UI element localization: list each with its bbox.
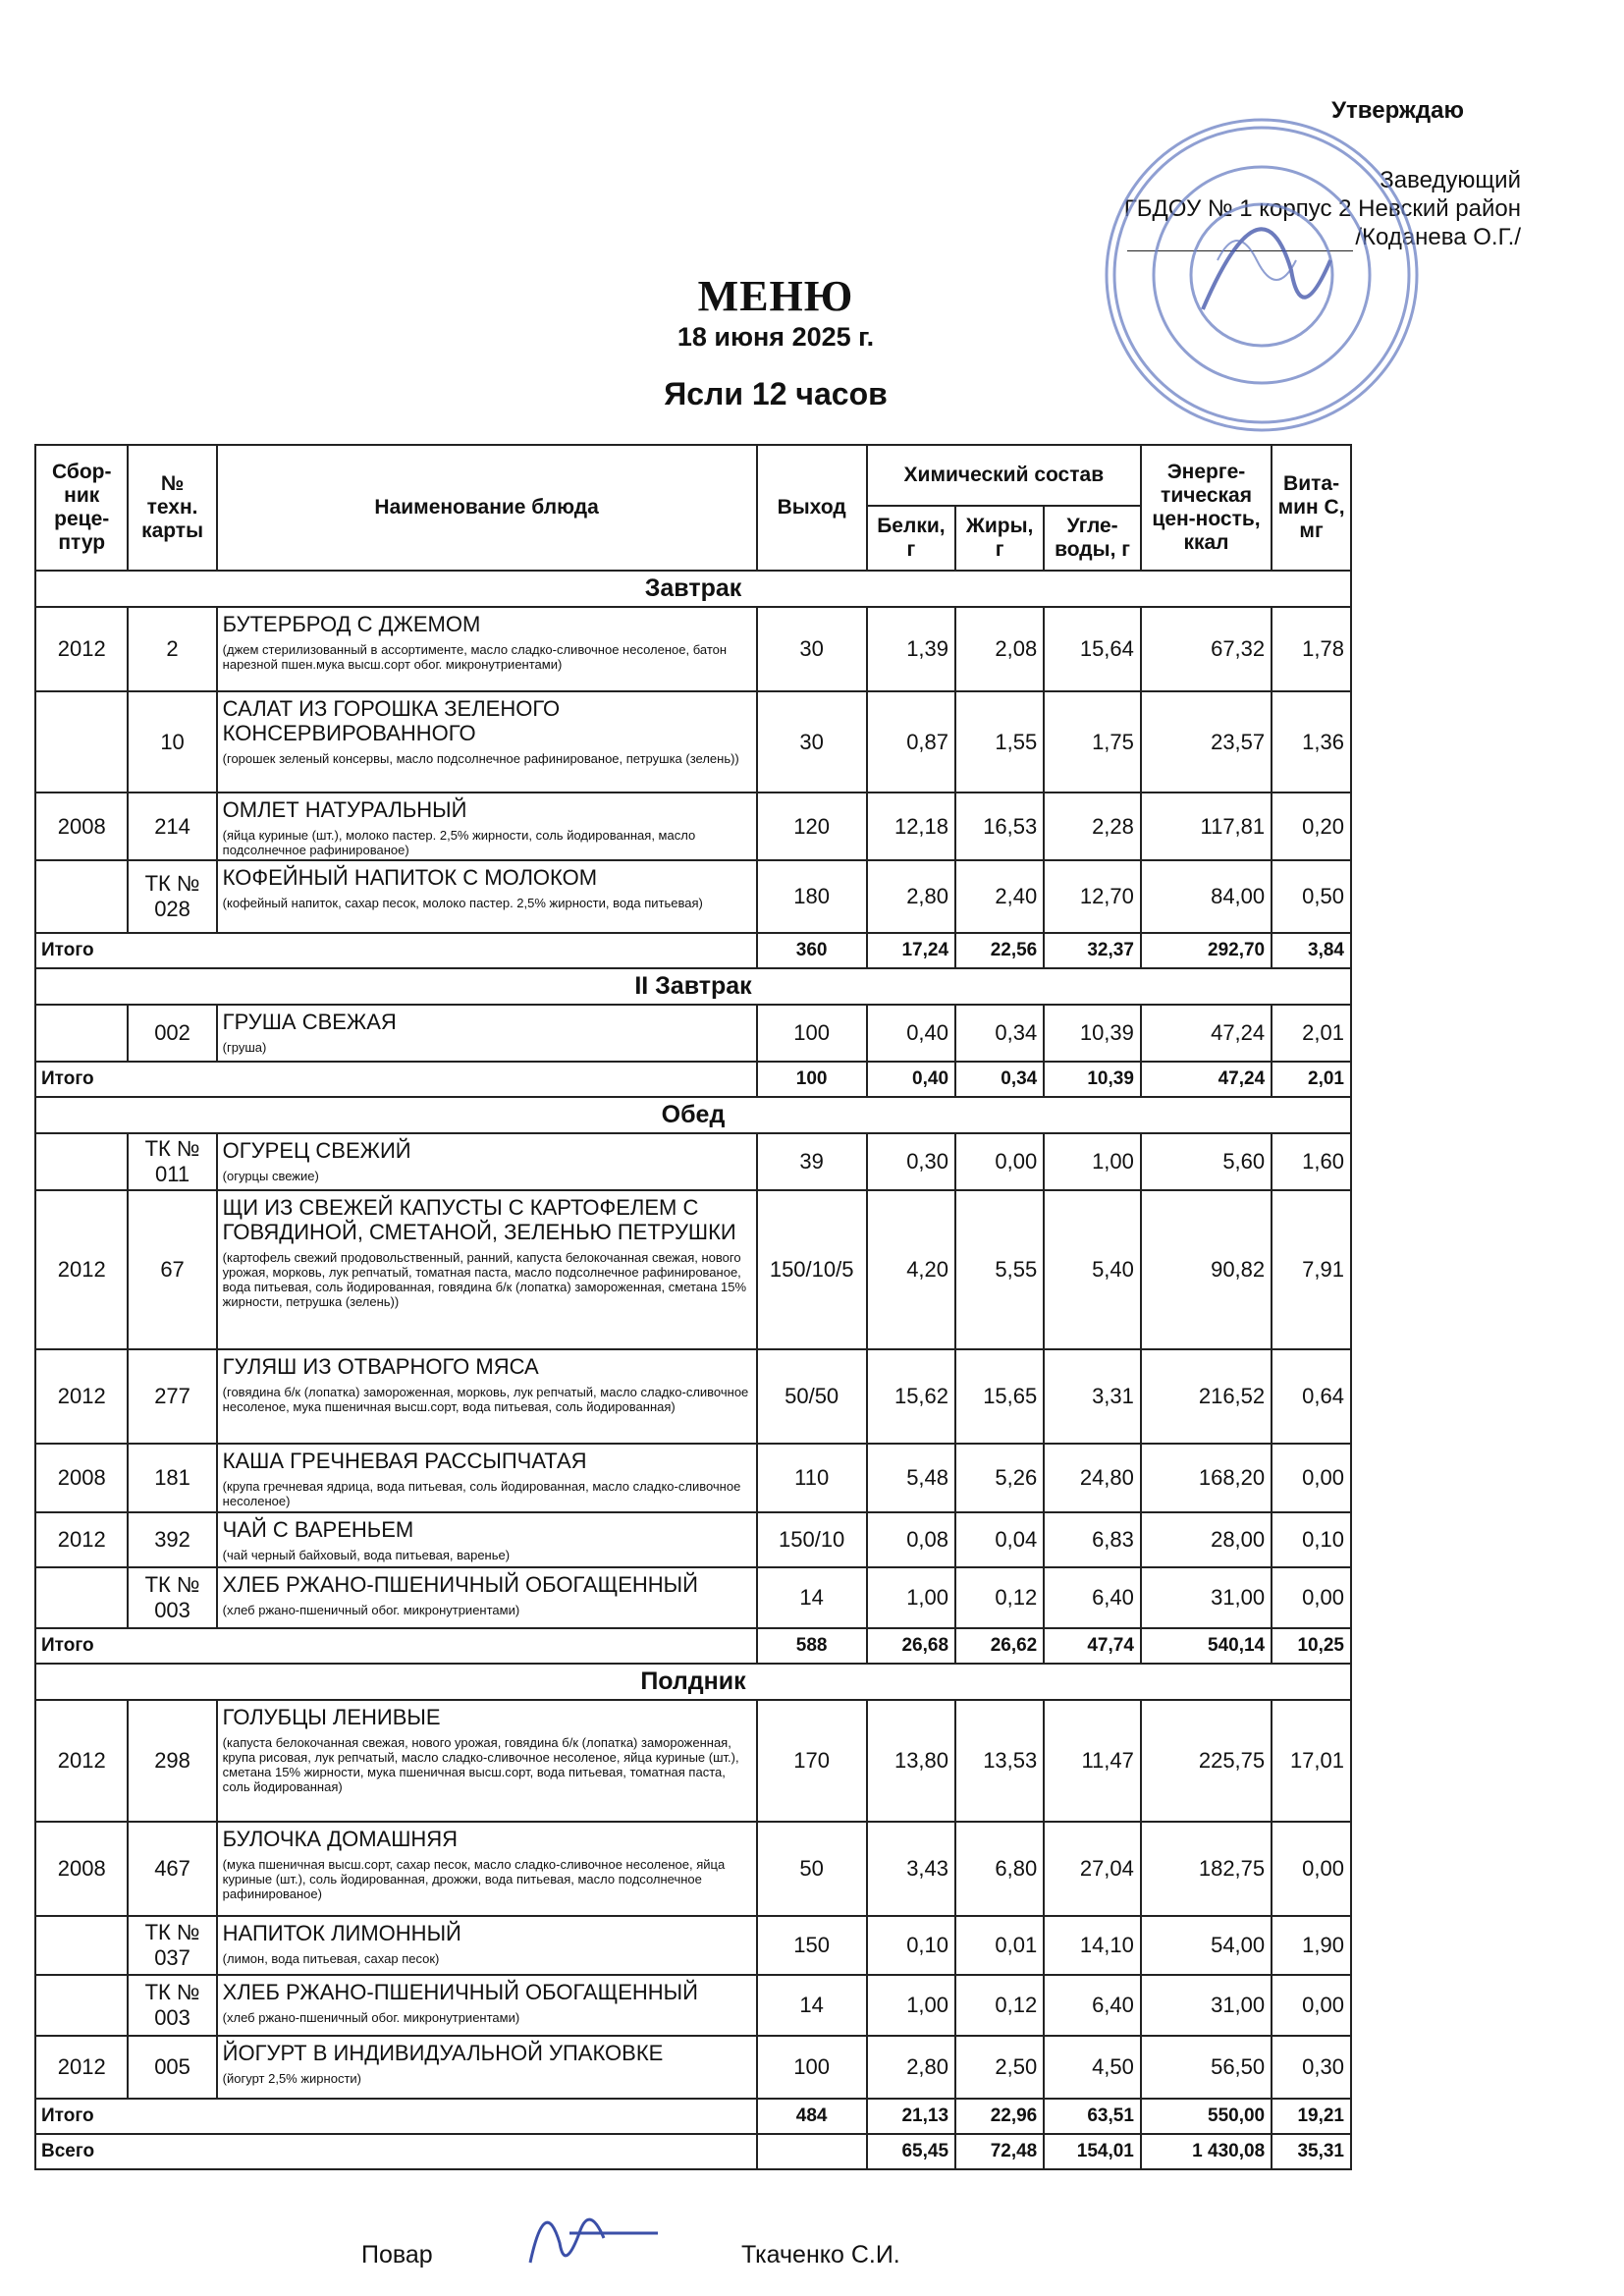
value-cell-p: 3,43 [867, 1822, 955, 1916]
total-cell-f: 22,96 [955, 2099, 1044, 2134]
total-cell-e: 47,24 [1141, 1062, 1272, 1097]
total-label: Итого [35, 1628, 757, 1664]
dish-name: НАПИТОК ЛИМОННЫЙ [222, 1921, 461, 1945]
section-title: Полдник [35, 1664, 1351, 1700]
approval-organization: ГБДОУ № 1 корпус 2 Невский район [1123, 195, 1521, 222]
tech-card-cell: ТК № 028 [128, 860, 216, 933]
value-cell-f: 6,80 [955, 1822, 1044, 1916]
recipe-book-cell: 2008 [35, 793, 128, 860]
cook-signature [511, 2194, 668, 2282]
value-cell-f: 0,00 [955, 1133, 1044, 1190]
value-cell-e: 216,52 [1141, 1349, 1272, 1444]
value-cell-e: 67,32 [1141, 607, 1272, 691]
total-label: Итого [35, 1062, 757, 1097]
value-cell-c: 6,83 [1044, 1512, 1141, 1567]
recipe-book-cell: 2012 [35, 2036, 128, 2099]
tech-card-cell: 002 [128, 1005, 216, 1062]
dish-composition: (капуста белокочанная свежая, нового урожая, говядина б/к (лопатка) замороженная, крупа рисовая, лук репчатый, масло сладко-сливочное несоленое, яйца куриные (шт.), сметана 15% жирности, мука пшеничная высш.сорт, вода питьевая, томатная паста, соль йодированная) [222, 1735, 739, 1794]
value-cell-f: 5,26 [955, 1444, 1044, 1512]
value-cell-v: 0,10 [1272, 1512, 1351, 1567]
dish-name-cell [217, 793, 757, 860]
value-cell-out: 39 [757, 1133, 867, 1190]
value-cell-e: 28,00 [1141, 1512, 1272, 1567]
value-cell-v: 0,00 [1272, 1975, 1351, 2036]
value-cell-out: 180 [757, 860, 867, 933]
total-cell-v: 10,25 [1272, 1628, 1351, 1664]
recipe-book-cell [35, 1005, 128, 1062]
dish-row [35, 1567, 1351, 1628]
value-cell-e: 23,57 [1141, 691, 1272, 793]
tech-card-cell: 67 [128, 1190, 216, 1349]
value-cell-p: 0,30 [867, 1133, 955, 1190]
value-cell-c: 11,47 [1044, 1700, 1141, 1822]
dish-composition: (лимон, вода питьевая, сахар песок) [222, 1951, 440, 1966]
recipe-book-cell: 2008 [35, 1444, 128, 1512]
value-cell-out: 170 [757, 1700, 867, 1822]
value-cell-f: 2,40 [955, 860, 1044, 933]
section-title: II Завтрак [35, 968, 1351, 1005]
recipe-book-cell: 2012 [35, 1349, 128, 1444]
value-cell-v: 1,78 [1272, 607, 1351, 691]
dish-name-cell [217, 1190, 757, 1349]
value-cell-c: 3,31 [1044, 1349, 1141, 1444]
grand-total-cell-out [757, 2134, 867, 2169]
dish-name: ХЛЕБ РЖАНО-ПШЕНИЧНЫЙ ОБОГАЩЕННЫЙ [222, 1572, 698, 1597]
value-cell-v: 0,00 [1272, 1567, 1351, 1628]
dish-name: БУЛОЧКА ДОМАШНЯЯ [222, 1827, 459, 1851]
dish-composition: (хлеб ржано-пшеничный обог. микронутриентами) [222, 2010, 520, 2025]
grand-total-cell-p: 65,45 [867, 2134, 955, 2169]
recipe-book-cell [35, 1916, 128, 1975]
approval-title: Утверждаю [1331, 97, 1464, 124]
value-cell-f: 2,08 [955, 607, 1044, 691]
approval-name: /Коданева О.Г./ [1355, 224, 1521, 250]
value-cell-v: 1,90 [1272, 1916, 1351, 1975]
dish-composition: (яйца куриные (шт.), молоко пастер. 2,5% жирности, соль йодированная, масло подсолнечное рафинированое) [222, 828, 696, 857]
value-cell-c: 10,39 [1044, 1005, 1141, 1062]
grand-total-row [35, 2134, 1351, 2169]
value-cell-f: 15,65 [955, 1349, 1044, 1444]
dish-name-cell [217, 1133, 757, 1190]
header-chemical: Химический состав [867, 445, 1141, 506]
total-cell-out: 360 [757, 933, 867, 968]
dish-row [35, 607, 1351, 691]
value-cell-out: 120 [757, 793, 867, 860]
value-cell-p: 0,40 [867, 1005, 955, 1062]
dish-composition: (кофейный напиток, сахар песок, молоко пастер. 2,5% жирности, вода питьевая) [222, 896, 703, 910]
header-vitamin: Вита-мин С, мг [1272, 445, 1351, 571]
total-cell-v: 3,84 [1272, 933, 1351, 968]
value-cell-v: 0,50 [1272, 860, 1351, 933]
section-title: Обед [35, 1097, 1351, 1133]
value-cell-f: 0,04 [955, 1512, 1044, 1567]
value-cell-out: 150/10 [757, 1512, 867, 1567]
value-cell-c: 4,50 [1044, 2036, 1141, 2099]
header-protein: Белки, г [867, 506, 955, 571]
total-cell-c: 10,39 [1044, 1062, 1141, 1097]
value-cell-c: 24,80 [1044, 1444, 1141, 1512]
value-cell-v: 0,00 [1272, 1444, 1351, 1512]
section-total-row [35, 1062, 1351, 1097]
header-name: Наименование блюда [217, 445, 757, 571]
section-header-row [35, 1097, 1351, 1133]
value-cell-f: 0,12 [955, 1975, 1044, 2036]
dish-row [35, 1822, 1351, 1916]
dish-row [35, 1190, 1351, 1349]
value-cell-out: 150/10/5 [757, 1190, 867, 1349]
value-cell-v: 2,01 [1272, 1005, 1351, 1062]
value-cell-c: 2,28 [1044, 793, 1141, 860]
dish-name-cell [217, 1005, 757, 1062]
grand-total-cell-v: 35,31 [1272, 2134, 1351, 2169]
dish-name-cell [217, 860, 757, 933]
header-book: Сбор-ник реце-птур [35, 445, 128, 571]
dish-name: БУТЕРБРОД С ДЖЕМОМ [222, 612, 481, 636]
value-cell-out: 100 [757, 2036, 867, 2099]
dish-composition: (горошек зеленый консервы, масло подсолнечное рафинированое, петрушка (зелень)) [222, 751, 739, 766]
value-cell-c: 1,00 [1044, 1133, 1141, 1190]
dish-composition: (огурцы свежие) [222, 1169, 319, 1183]
dish-name-cell [217, 1444, 757, 1512]
dish-row [35, 1512, 1351, 1567]
dish-row [35, 1444, 1351, 1512]
header-card: № техн. карты [128, 445, 216, 571]
menu-date: 18 июня 2025 г. [677, 322, 875, 352]
dish-composition: (картофель свежий продовольственный, ранний, капуста белокочанная свежая, нового урожая, морковь, лук репчатый, томатная паста, масло подсолнечное рафинированое, вода питьевая, соль йодированная, говядина б/к (лопатка) замороженная, сметана 15% жирности, петрушка (зелень)) [222, 1250, 747, 1309]
value-cell-out: 30 [757, 607, 867, 691]
section-title: Завтрак [35, 571, 1351, 607]
value-cell-p: 1,00 [867, 1975, 955, 2036]
dish-name-cell [217, 1975, 757, 2036]
total-cell-p: 0,40 [867, 1062, 955, 1097]
header-energy: Энерге-тическая цен-ность, ккал [1141, 445, 1272, 571]
menu-table-body [35, 571, 1351, 2169]
value-cell-v: 0,00 [1272, 1822, 1351, 1916]
value-cell-p: 1,39 [867, 607, 955, 691]
menu-table [34, 444, 1352, 2170]
value-cell-e: 54,00 [1141, 1916, 1272, 1975]
total-cell-f: 26,62 [955, 1628, 1044, 1664]
dish-name-cell [217, 1822, 757, 1916]
approval-position: Заведующий [1380, 167, 1521, 193]
value-cell-out: 14 [757, 1975, 867, 2036]
dish-row [35, 1975, 1351, 2036]
grand-total-cell-c: 154,01 [1044, 2134, 1141, 2169]
value-cell-f: 0,34 [955, 1005, 1044, 1062]
value-cell-f: 2,50 [955, 2036, 1044, 2099]
total-cell-e: 540,14 [1141, 1628, 1272, 1664]
dish-name-cell [217, 1349, 757, 1444]
value-cell-e: 225,75 [1141, 1700, 1272, 1822]
tech-card-cell: 392 [128, 1512, 216, 1567]
dish-name: ГРУША СВЕЖАЯ [222, 1010, 397, 1034]
value-cell-e: 31,00 [1141, 1975, 1272, 2036]
value-cell-e: 5,60 [1141, 1133, 1272, 1190]
grand-total-cell-e: 1 430,08 [1141, 2134, 1272, 2169]
total-cell-c: 47,74 [1044, 1628, 1141, 1664]
recipe-book-cell: 2012 [35, 1700, 128, 1822]
recipe-book-cell [35, 860, 128, 933]
total-cell-p: 26,68 [867, 1628, 955, 1664]
value-cell-f: 0,01 [955, 1916, 1044, 1975]
tech-card-cell: 277 [128, 1349, 216, 1444]
tech-card-cell: 214 [128, 793, 216, 860]
value-cell-p: 0,87 [867, 691, 955, 793]
tech-card-cell: ТК № 037 [128, 1916, 216, 1975]
dish-row [35, 793, 1351, 860]
section-total-row [35, 933, 1351, 968]
page-title: МЕНЮ [697, 272, 854, 320]
dish-row [35, 1005, 1351, 1062]
value-cell-e: 56,50 [1141, 2036, 1272, 2099]
dish-name: ХЛЕБ РЖАНО-ПШЕНИЧНЫЙ ОБОГАЩЕННЫЙ [222, 1980, 698, 2004]
value-cell-p: 0,08 [867, 1512, 955, 1567]
tech-card-cell: 298 [128, 1700, 216, 1822]
dish-row [35, 2036, 1351, 2099]
tech-card-cell: 181 [128, 1444, 216, 1512]
value-cell-p: 4,20 [867, 1190, 955, 1349]
value-cell-out: 150 [757, 1916, 867, 1975]
value-cell-f: 1,55 [955, 691, 1044, 793]
tech-card-cell: ТК № 003 [128, 1567, 216, 1628]
value-cell-f: 5,55 [955, 1190, 1044, 1349]
dish-row [35, 1916, 1351, 1975]
dish-row [35, 860, 1351, 933]
value-cell-c: 1,75 [1044, 691, 1141, 793]
value-cell-v: 0,30 [1272, 2036, 1351, 2099]
cook-role: Повар [361, 2241, 433, 2269]
value-cell-e: 47,24 [1141, 1005, 1272, 1062]
dish-name-cell [217, 2036, 757, 2099]
dish-composition: (говядина б/к (лопатка) замороженная, морковь, лук репчатый, масло сладко-сливочное несоленое, мука пшеничная высш.сорт, вода питьевая, соль йодированная) [222, 1385, 749, 1414]
total-cell-f: 0,34 [955, 1062, 1044, 1097]
value-cell-p: 5,48 [867, 1444, 955, 1512]
recipe-book-cell [35, 691, 128, 793]
header-carbs: Угле-воды, г [1044, 506, 1141, 571]
header-fat: Жиры, г [955, 506, 1044, 571]
dish-name: ЙОГУРТ В ИНДИВИДУАЛЬНОЙ УПАКОВКЕ [222, 2041, 664, 2065]
value-cell-c: 6,40 [1044, 1975, 1141, 2036]
value-cell-c: 14,10 [1044, 1916, 1141, 1975]
total-cell-out: 588 [757, 1628, 867, 1664]
dish-row [35, 1349, 1351, 1444]
value-cell-c: 5,40 [1044, 1190, 1141, 1349]
dish-composition: (груша) [222, 1040, 267, 1055]
total-cell-p: 21,13 [867, 2099, 955, 2134]
value-cell-v: 1,60 [1272, 1133, 1351, 1190]
value-cell-p: 0,10 [867, 1916, 955, 1975]
value-cell-c: 27,04 [1044, 1822, 1141, 1916]
total-cell-v: 19,21 [1272, 2099, 1351, 2134]
dish-name: КОФЕЙНЫЙ НАПИТОК С МОЛОКОМ [222, 865, 598, 890]
total-label: Итого [35, 933, 757, 968]
value-cell-c: 6,40 [1044, 1567, 1141, 1628]
total-cell-p: 17,24 [867, 933, 955, 968]
total-cell-c: 32,37 [1044, 933, 1141, 968]
dish-composition: (йогурт 2,5% жирности) [222, 2071, 361, 2086]
recipe-book-cell [35, 1133, 128, 1190]
dish-composition: (мука пшеничная высш.сорт, сахар песок, масло сладко-сливочное несоленое, яйца куриные (шт.), соль йодированная, дрожжи, вода питьевая, масло подсолнечное рафинированое) [222, 1857, 726, 1901]
value-cell-f: 16,53 [955, 793, 1044, 860]
value-cell-v: 17,01 [1272, 1700, 1351, 1822]
recipe-book-cell: 2012 [35, 1512, 128, 1567]
dish-name: ЩИ ИЗ СВЕЖЕЙ КАПУСТЫ С КАРТОФЕЛЕМ С ГОВЯДИНОЙ, СМЕТАНОЙ, ЗЕЛЕНЬЮ ПЕТРУШКИ [222, 1195, 736, 1244]
value-cell-v: 7,91 [1272, 1190, 1351, 1349]
grand-total-cell-f: 72,48 [955, 2134, 1044, 2169]
section-total-row [35, 2099, 1351, 2134]
value-cell-v: 0,20 [1272, 793, 1351, 860]
cook-name: Ткаченко С.И. [741, 2241, 900, 2269]
value-cell-p: 15,62 [867, 1349, 955, 1444]
total-cell-e: 292,70 [1141, 933, 1272, 968]
dish-composition: (чай черный байховый, вода питьевая, варенье) [222, 1548, 511, 1562]
value-cell-p: 13,80 [867, 1700, 955, 1822]
value-cell-out: 14 [757, 1567, 867, 1628]
section-header-row [35, 968, 1351, 1005]
total-cell-out: 100 [757, 1062, 867, 1097]
dish-name: САЛАТ ИЗ ГОРОШКА ЗЕЛЕНОГО КОНСЕРВИРОВАННОГО [222, 696, 561, 745]
section-header-row [35, 1664, 1351, 1700]
dish-composition: (джем стерилизованный в ассортименте, масло сладко-сливочное несоленое, батон нарезной пшен.мука высш.сорт обог. микронутриентами) [222, 642, 728, 672]
value-cell-v: 1,36 [1272, 691, 1351, 793]
value-cell-out: 50/50 [757, 1349, 867, 1444]
value-cell-out: 100 [757, 1005, 867, 1062]
section-total-row [35, 1628, 1351, 1664]
total-cell-c: 63,51 [1044, 2099, 1141, 2134]
dish-row [35, 1133, 1351, 1190]
dish-composition: (крупа гречневая ядрица, вода питьевая, соль йодированная, масло сладко-сливочное несоленое) [222, 1479, 741, 1508]
dish-name: ЧАЙ С ВАРЕНЬЕМ [222, 1517, 414, 1542]
value-cell-e: 84,00 [1141, 860, 1272, 933]
dish-name-cell [217, 607, 757, 691]
dish-name-cell [217, 1700, 757, 1822]
total-cell-f: 22,56 [955, 933, 1044, 968]
dish-composition: (хлеб ржано-пшеничный обог. микронутриентами) [222, 1603, 520, 1617]
value-cell-p: 12,18 [867, 793, 955, 860]
recipe-book-cell: 2012 [35, 1190, 128, 1349]
menu-group: Ясли 12 часов [664, 376, 888, 411]
value-cell-e: 90,82 [1141, 1190, 1272, 1349]
value-cell-p: 2,80 [867, 860, 955, 933]
value-cell-c: 15,64 [1044, 607, 1141, 691]
value-cell-p: 1,00 [867, 1567, 955, 1628]
value-cell-e: 182,75 [1141, 1822, 1272, 1916]
grand-total-label: Всего [35, 2134, 757, 2169]
dish-name-cell [217, 1567, 757, 1628]
recipe-book-cell [35, 1567, 128, 1628]
value-cell-p: 2,80 [867, 2036, 955, 2099]
value-cell-e: 117,81 [1141, 793, 1272, 860]
tech-card-cell: 10 [128, 691, 216, 793]
value-cell-f: 13,53 [955, 1700, 1044, 1822]
value-cell-e: 168,20 [1141, 1444, 1272, 1512]
value-cell-out: 50 [757, 1822, 867, 1916]
value-cell-e: 31,00 [1141, 1567, 1272, 1628]
tech-card-cell: 2 [128, 607, 216, 691]
value-cell-out: 30 [757, 691, 867, 793]
recipe-book-cell: 2012 [35, 607, 128, 691]
total-cell-out: 484 [757, 2099, 867, 2134]
tech-card-cell: 467 [128, 1822, 216, 1916]
dish-name-cell [217, 691, 757, 793]
total-cell-e: 550,00 [1141, 2099, 1272, 2134]
dish-name: ОГУРЕЦ СВЕЖИЙ [222, 1138, 411, 1163]
recipe-book-cell: 2008 [35, 1822, 128, 1916]
dish-name: ГОЛУБЦЫ ЛЕНИВЫЕ [222, 1705, 441, 1729]
tech-card-cell: ТК № 011 [128, 1133, 216, 1190]
dish-row [35, 1700, 1351, 1822]
total-label: Итого [35, 2099, 757, 2134]
dish-name: КАША ГРЕЧНЕВАЯ РАССЫПЧАТАЯ [222, 1449, 587, 1473]
header-output: Выход [757, 445, 867, 571]
value-cell-c: 12,70 [1044, 860, 1141, 933]
recipe-book-cell [35, 1975, 128, 2036]
tech-card-cell: 005 [128, 2036, 216, 2099]
value-cell-out: 110 [757, 1444, 867, 1512]
section-header-row [35, 571, 1351, 607]
total-cell-v: 2,01 [1272, 1062, 1351, 1097]
dish-row [35, 691, 1351, 793]
dish-name: ОМЛЕТ НАТУРАЛЬНЫЙ [222, 797, 467, 822]
value-cell-f: 0,12 [955, 1567, 1044, 1628]
dish-name-cell [217, 1512, 757, 1567]
value-cell-v: 0,64 [1272, 1349, 1351, 1444]
tech-card-cell: ТК № 003 [128, 1975, 216, 2036]
dish-name: ГУЛЯШ ИЗ ОТВАРНОГО МЯСА [222, 1354, 539, 1379]
dish-name-cell [217, 1916, 757, 1975]
